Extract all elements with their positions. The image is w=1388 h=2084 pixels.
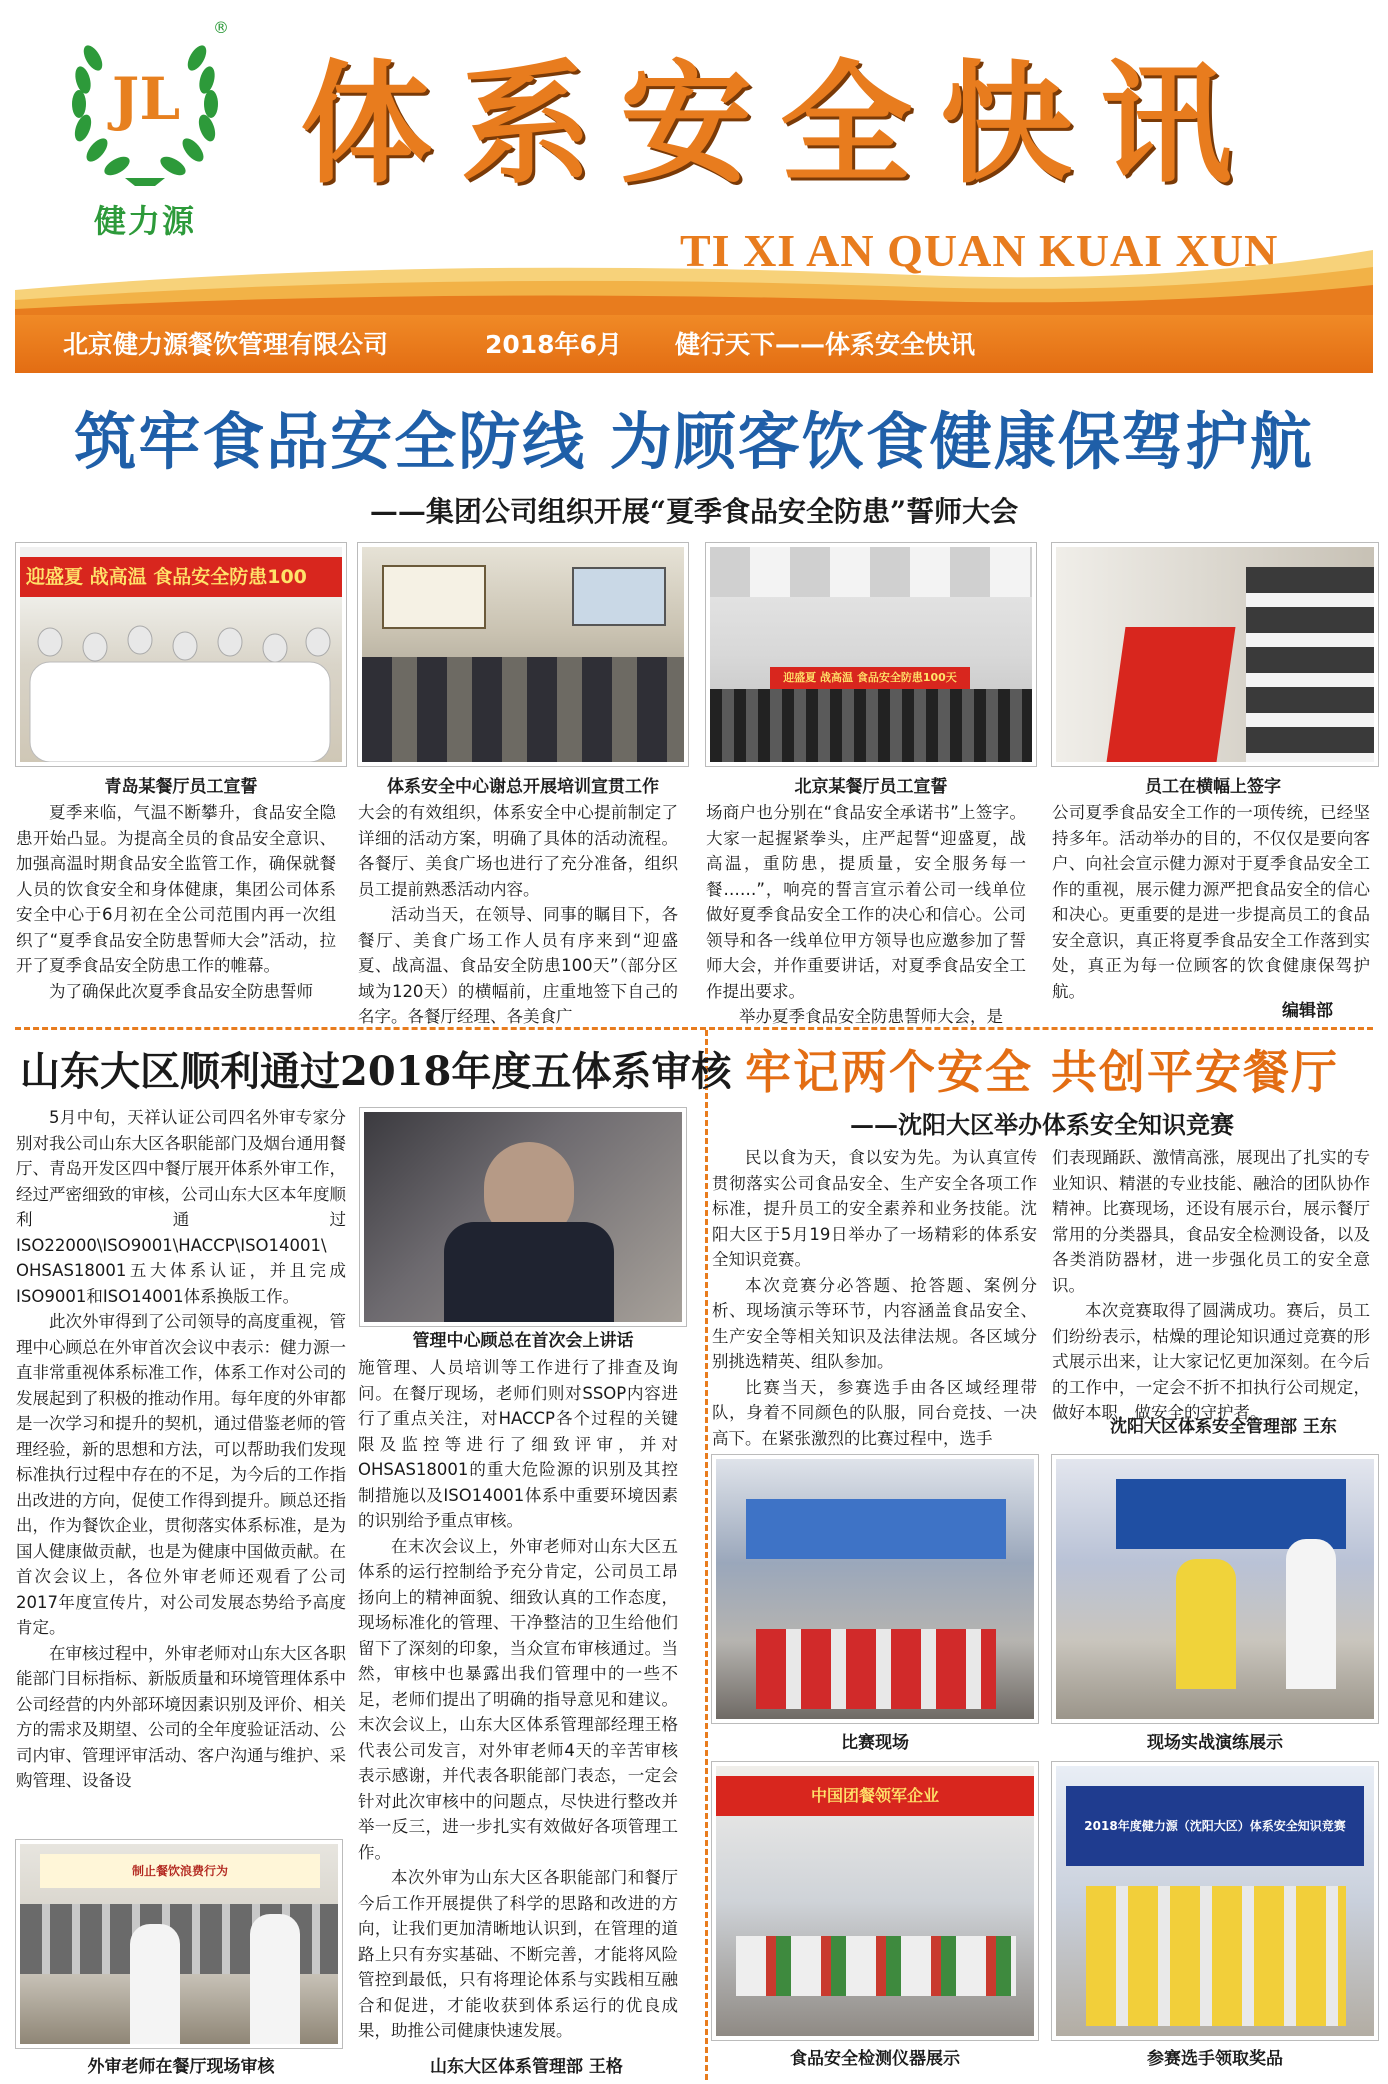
photo-banner-signing xyxy=(1052,543,1378,766)
logo-brand-name: 健力源 xyxy=(93,202,196,240)
article2-signature: 山东大区体系管理部 王格 xyxy=(430,2057,623,2077)
article1-column-3 xyxy=(706,800,1026,1030)
header-swoosh xyxy=(15,245,1373,317)
article3-signature: 沈阳大区体系安全管理部 王东 xyxy=(1110,1417,1337,1437)
banner-text: 2018年度健力源（沈阳大区）体系安全知识竞赛 xyxy=(1066,1786,1364,1866)
paragraph: 本次竞赛分必答题、抢答题、案例分析、现场演示等环节，内容涵盖食品安全、生产安全等相关知识及法律法规。各区域分别挑选精英、组队参加。 xyxy=(712,1275,1037,1371)
caption-training: 体系安全中心谢总开展培训宣贯工作 xyxy=(387,777,659,797)
photo-competition-scene xyxy=(712,1455,1038,1723)
article1-signature: 编辑部 xyxy=(1282,1001,1333,1021)
paragraph: 本次外审为山东大区各职能部门和餐厅今后工作开展提供了科学的思路和改进的方向，让我们更加清晰地认识到，在管理的道路上只有夯实基础、不断完善，才能将风险管控到最低，只有将理论体系与实践相互融合和促进，才能收获到体系运行的优良成果，助推公司健康快速发展。 xyxy=(358,1868,678,2040)
article3-subheadline: ——沈阳大区举办体系安全知识竞赛 xyxy=(850,1110,1234,1139)
paragraph: 夏季来临，气温不断攀升，食品安全隐患开始凸显。为提高全员的食品安全意识、加强高温时期食品安全监管工作，确保就餐人员的饮食安全和身体健康，集团公司体系安全中心于6月初在全公司范围内再一次组织了“夏季食品安全防患誓师大会”活动，拉开了夏季食品安全防患工作的帷幕。 xyxy=(16,803,336,975)
banner-text: 中国团餐领军企业 xyxy=(716,1776,1034,1816)
photo-onsite-audit xyxy=(16,1840,342,2048)
banner-text: 迎盛夏 战高温 食品安全防患100天 xyxy=(770,667,970,689)
paragraph: 比赛当天，参赛选手由各区域经理带队，身着不同颜色的队服，同台竞技、一决高下。在紧张激烈的比赛过程中，选手 xyxy=(712,1377,1037,1448)
caption-competition-scene: 比赛现场 xyxy=(841,1733,909,1753)
paragraph: 大会的有效组织，体系安全中心提前制定了详细的活动方案，明确了具体的活动流程。各餐厅、美食广场也进行了充分准备，组织员工提前熟悉活动内容。 xyxy=(358,803,678,899)
paragraph: 施管理、人员培训等工作进行了排查及询问。在餐厅现场，老师们则对SSOP内容进行了重点关注，对HACCP各个过程的关键限及监控等进行了细致评审，并对OHSAS18001的重大危险源的识别及其控制措施以及ISO14001体系中重要环境因素的识别给予重点审核。 xyxy=(358,1358,678,1530)
banner-text: 迎盛夏 战高温 食品安全防患100 xyxy=(20,557,346,597)
paragraph: 5月中旬，天祥认证公司四名外审专家分别对我公司山东大区各职能部门及烟台通用餐厅、青岛开发区四中餐厅展开体系外审工作，经过严密细致的审核，公司山东大区本年度顺利通过ISO22000\ISO9001\HACCP\ISO14001\ OHSAS18001五大体系认证，并且完成ISO9001和ISO14001体系换版工作。 xyxy=(16,1108,346,1306)
caption-award-collection: 参赛选手领取奖品 xyxy=(1147,2049,1283,2069)
article1-column-1 xyxy=(16,800,336,1004)
photo-training-session xyxy=(358,543,688,766)
caption-testing-instruments: 食品安全检测仪器展示 xyxy=(790,2049,960,2069)
paragraph: 举办夏季食品安全防患誓师大会，是 xyxy=(739,1007,1003,1026)
paragraph: 为了确保此次夏季食品安全防患誓师 xyxy=(49,981,313,1001)
paragraph: 公司夏季食品安全工作的一项传统，已经坚持多年。活动举办的目的，不仅仅是要向客户、向社会宣示健力源对于夏季食品安全工作的重视，展示健力源严把食品安全的信心和决心。更重要的是进一步提高员工的食品安全意识，真正将夏季食品安全工作落到实处，真正为每一位顾客的饮食健康保驾护航。 xyxy=(1052,803,1370,1001)
article2-headline: 山东大区顺利通过2018年度五体系审核 xyxy=(20,1048,732,1095)
paragraph: 本次竞赛取得了圆满成功。赛后，员工们纷纷表示，枯燥的理论知识通过竞赛的形式展示出来，让大家记忆更加深刻。在今后的工作中，一定会不折不扣执行公司规定，做好本职，做安全的守护者。 xyxy=(1052,1301,1370,1422)
issue-date: 2018年6月 xyxy=(485,330,622,359)
column-divider xyxy=(705,1030,708,2080)
article3-column-1 xyxy=(712,1145,1037,1451)
paragraph: 此次外审得到了公司领导的高度重视，管理中心顾总在外审首次会议中表示：健力源一直非常重视体系标准工作，体系工作对公司的发展起到了积极的推动作用。每年度的外审都是一次学习和提升的契机，通过借鉴老师的管理经验，新的思想和方法，可以帮助我们发现标准执行过程中存在的不足，为今后的工作指出改进的方向，促使工作得到提升。顾总还指出，作为餐饮企业，贯彻落实体系标准，是为国人健康做贡献，也是为健康中国做贡献。在首次会议上，各位外审老师还观看了公司2017年度宣传片，对公司发展态势给予高度肯定。 xyxy=(16,1312,346,1637)
photo-beijing-oath xyxy=(706,543,1036,766)
photo-testing-instruments xyxy=(712,1762,1038,2040)
company-logo xyxy=(55,18,235,240)
section-divider xyxy=(15,1027,1373,1030)
article1-headline: 筑牢食品安全防线 为顾客饮食健康保驾护航 xyxy=(74,405,1314,478)
article3-column-2 xyxy=(1052,1145,1370,1426)
article3-headline: 牢记两个安全 共创平安餐厅 xyxy=(744,1045,1339,1099)
photo-opening-meeting-speech xyxy=(360,1108,686,1326)
masthead-title: 体系安全快讯 xyxy=(300,47,1260,202)
caption-qingdao-oath: 青岛某餐厅员工宣誓 xyxy=(104,777,258,797)
caption-opening-meeting: 管理中心顾总在首次会上讲话 xyxy=(412,1331,634,1351)
paragraph: 场商户也分别在“食品安全承诺书”上签字。大家一起握紧拳头，庄严起誓“迎盛夏，战高温，重防患，提质量，安全服务每一餐……”，响亮的誓言宣示着公司一线单位做好夏季食品安全工作的决心和信心。公司领导和各一线单位甲方领导也应邀参加了誓师大会，并作重要讲话，对夏季食品安全工作提出要求。 xyxy=(706,803,1026,1001)
caption-banner-signing: 员工在横幅上签字 xyxy=(1145,777,1281,797)
caption-live-drill: 现场实战演练展示 xyxy=(1147,1733,1283,1753)
article1-column-2 xyxy=(358,800,678,1030)
paragraph: 在末次会议上，外审老师对山东大区五体系的运行控制给予充分肯定，公司员工昂扬向上的精神面貌、细致认真的工作态度，现场标准化的管理、干净整洁的卫生给他们留下了深刻的印象，当众宣布审核通过。当然，审核中也暴露出我们管理中的一些不足，老师们提出了明确的指导意见和建议。末次会议上，山东大区体系管理部经理王格代表公司发言，对外审老师4天的辛苦审核表示感谢，并代表各职能部门表态，一定会针对此次审核中的问题点，尽快进行整改并举一反三，进一步扎实有效做好各项管理工作。 xyxy=(358,1536,678,1862)
logo-letters: JL xyxy=(111,65,181,133)
photo-qingdao-oath xyxy=(16,543,346,766)
registered-mark: ® xyxy=(213,18,229,37)
article2-column-2 xyxy=(358,1355,678,2044)
info-bar xyxy=(15,315,1373,373)
slogan: 健行天下——体系安全快讯 xyxy=(675,330,976,359)
masthead-pinyin: TI XI AN QUAN KUAI XUN xyxy=(680,225,1279,276)
paragraph: 活动当天，在领导、同事的瞩目下，各餐厅、美食广场工作人员有序来到“迎盛夏、战高温、食品安全防患100天”（部分区域为120天）的横幅前，庄重地签下自己的名字。各餐厅经理、各美食广 xyxy=(358,905,678,1026)
article1-subheadline: ——集团公司组织开展“夏季食品安全防患”誓师大会 xyxy=(369,495,1019,528)
caption-beijing-oath: 北京某餐厅员工宣誓 xyxy=(794,777,948,797)
company-name: 北京健力源餐饮管理有限公司 xyxy=(63,330,389,359)
photo-live-drill xyxy=(1052,1455,1378,1723)
paragraph: 们表现踊跃、激情高涨，展现出了扎实的专业知识、精湛的专业技能、融洽的团队协作精神。比赛现场，还设有展示台，展示餐厅常用的分类器具，食品安全检测设备，以及各类消防器材，进一步强化员工的安全意识。 xyxy=(1052,1148,1370,1295)
paragraph: 民以食为天，食以安为先。为认真宣传贯彻落实公司食品安全、生产安全各项工作标准，提升员工的安全素养和业务技能。沈阳大区于5月19日举办了一场精彩的体系安全知识竞赛。 xyxy=(712,1148,1037,1269)
caption-onsite-audit: 外审老师在餐厅现场审核 xyxy=(87,2057,275,2077)
paragraph: 在审核过程中，外审老师对山东大区各职能部门目标指标、新版质量和环境管理体系中公司经营的内外部环境因素识别及评价、相关方的需求及期望、公司的全年度验证活动、公司内审、管理评审活动、客户沟通与维护、采购管理、设备设 xyxy=(16,1643,346,1790)
crowd-silhouette xyxy=(20,602,342,762)
article2-column-1 xyxy=(16,1105,346,1794)
article1-column-4 xyxy=(1052,800,1370,1004)
banner-text: 制止餐饮浪费行为 xyxy=(40,1854,320,1888)
photo-award-collection xyxy=(1052,1762,1378,2040)
